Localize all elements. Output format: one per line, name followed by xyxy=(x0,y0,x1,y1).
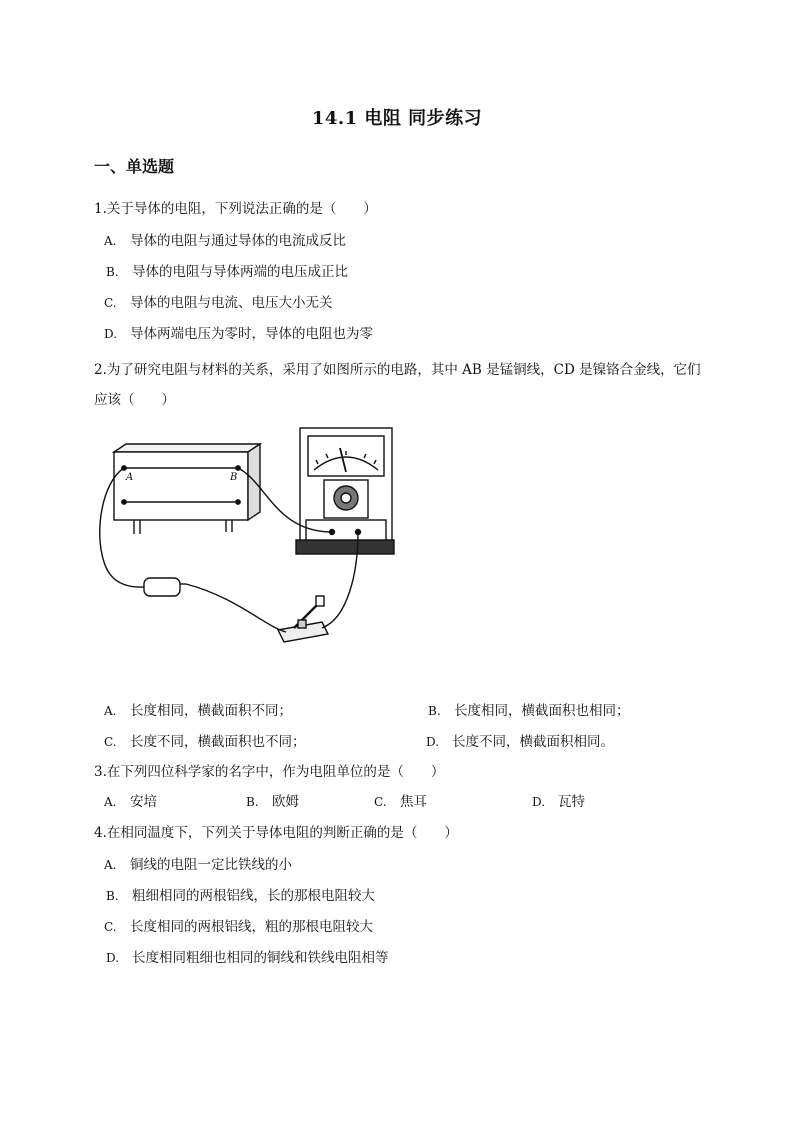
option-text: 长度相同的两根铝线，粗的那根电阻较大 xyxy=(130,919,373,935)
option-label: C. xyxy=(104,735,117,749)
question-1-option-c[interactable] xyxy=(104,293,333,313)
question-2-option-c[interactable] xyxy=(104,732,306,752)
option-label: C. xyxy=(104,296,117,310)
option-label: B. xyxy=(106,889,119,903)
option-label: A. xyxy=(104,234,117,248)
question-4-stem: 4.在相同温度下，下列关于导体电阻的判断正确的是（ ） xyxy=(94,825,458,841)
question-2-option-d[interactable] xyxy=(426,732,614,752)
option-text: 长度相同，横截面积不同； xyxy=(130,703,292,719)
question-3-stem: 3.在下列四位科学家的名字中，作为电阻单位的是（ ） xyxy=(94,764,445,780)
section-heading: 一、单选题 xyxy=(94,157,175,176)
option-text: 导体的电阻与通过导体的电流成反比 xyxy=(130,233,346,249)
option-text: 焦耳 xyxy=(400,794,427,810)
question-4-option-a[interactable] xyxy=(104,855,292,875)
option-text: 铜线的电阻一定比铁线的小 xyxy=(130,857,292,873)
option-text: 粗细相同的两根铝线，长的那根电阻较大 xyxy=(132,888,375,904)
question-1-option-b[interactable] xyxy=(106,262,348,282)
option-text: 导体的电阻与电流、电压大小无关 xyxy=(130,295,333,311)
question-3-option-b[interactable] xyxy=(246,792,299,812)
option-text: 安培 xyxy=(130,794,157,810)
option-text: 长度不同，横截面积相同。 xyxy=(452,734,614,750)
question-4-option-c[interactable] xyxy=(104,917,373,937)
option-label: B. xyxy=(428,704,441,718)
option-label: D. xyxy=(426,735,440,749)
question-4-option-d[interactable] xyxy=(106,948,389,968)
option-label: A. xyxy=(104,858,117,872)
question-3-option-c[interactable] xyxy=(374,792,427,812)
option-text: 导体的电阻与导体两端的电压成正比 xyxy=(132,264,348,280)
question-1-stem: 1.关于导体的电阻，下列说法正确的是（ ） xyxy=(94,201,377,217)
option-label: D. xyxy=(106,951,120,965)
option-label: A. xyxy=(104,795,117,809)
page-title: 14.1 电阻 同步练习 xyxy=(311,108,483,129)
option-text: 长度不同，横截面积也不同； xyxy=(130,734,306,750)
option-label: B. xyxy=(106,265,119,279)
option-label: B. xyxy=(246,795,259,809)
option-label: C. xyxy=(104,920,117,934)
option-label: D. xyxy=(532,795,546,809)
option-label: C. xyxy=(374,795,387,809)
option-text: 导体两端电压为零时，导体的电阻也为零 xyxy=(130,326,373,342)
option-text: 瓦特 xyxy=(558,794,585,810)
question-2-stem: 2.为了研究电阻与材料的关系，采用了如图所示的电路，其中 AB 是锰铜线，CD 是镍铬合金线，它们应该（ ） xyxy=(94,362,701,408)
question-1-option-d[interactable] xyxy=(104,324,373,344)
question-1-option-a[interactable] xyxy=(104,231,346,251)
question-3-option-a[interactable] xyxy=(104,792,157,812)
figure-label-b: B xyxy=(230,472,238,483)
option-text: 欧姆 xyxy=(272,794,299,810)
circuit-diagram-figure xyxy=(96,422,398,652)
question-4-option-b[interactable] xyxy=(106,886,375,906)
question-2-option-b[interactable] xyxy=(428,701,630,721)
option-label: A. xyxy=(104,704,117,718)
option-text: 长度相同粗细也相同的铜线和铁线电阻相等 xyxy=(132,950,389,966)
option-text: 长度相同，横截面积也相同； xyxy=(454,703,630,719)
option-label: D. xyxy=(104,327,118,341)
question-3-option-d[interactable] xyxy=(532,792,585,812)
question-2-option-a[interactable] xyxy=(104,701,292,721)
figure-label-a: A xyxy=(126,472,134,483)
